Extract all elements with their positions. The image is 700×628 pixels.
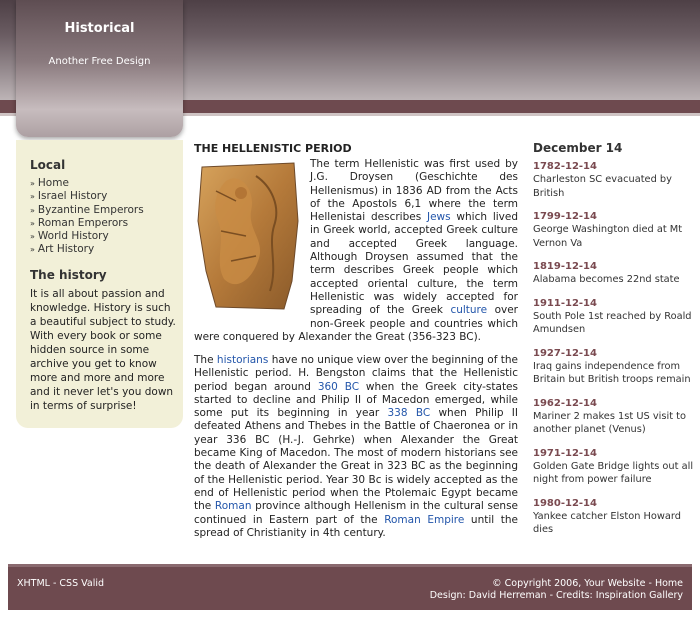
nav-item-roman-emperors[interactable] xyxy=(30,217,144,230)
nav-item-byzantine-emperors[interactable] xyxy=(30,204,144,217)
event-date: 1782-12-14 xyxy=(533,161,597,172)
nav-label: Art History xyxy=(37,243,95,256)
link-historians[interactable]: historians xyxy=(216,354,269,366)
event-date: 1971-12-14 xyxy=(533,447,597,459)
local-nav xyxy=(30,177,144,257)
local-heading: Local xyxy=(30,158,66,172)
nav-item-israel-history[interactable] xyxy=(30,190,144,203)
bullet-icon: » xyxy=(30,232,35,242)
text: province although Hellenism in the cultural sense continued in Eastern part of the xyxy=(194,500,518,526)
event-item xyxy=(533,160,700,200)
text: which lived in Greek world, accepted Greek culture and accepted Greek language. Although Droysen assumed that the term describes Greek people which accepted oriental culture, the term Hellenistic was widely accepted for spreading of the Greek xyxy=(310,211,518,317)
event-date: 1799-12-14 xyxy=(533,211,597,222)
article-title: THE HELLENISTIC PERIOD xyxy=(194,142,352,155)
event-item xyxy=(533,260,700,287)
date-heading: December 14 xyxy=(533,141,623,155)
link-culture[interactable]: culture xyxy=(450,304,488,317)
bullet-icon: » xyxy=(30,218,35,228)
text: over non-Greek people and countries which were conquered by Alexander the Great (356-323 BC). xyxy=(194,304,518,343)
site-subtitle: Another Free Design xyxy=(48,56,151,67)
event-item xyxy=(533,397,700,437)
left-sidebar xyxy=(16,140,183,428)
event-text: George Washington died at Mt Vernon Va xyxy=(533,224,683,249)
link-338-bc[interactable]: 338 BC xyxy=(387,407,431,420)
event-text: Mariner 2 makes 1st US visit to another planet (Venus) xyxy=(533,410,686,435)
event-date: 1927-12-14 xyxy=(533,347,597,359)
image-spacer xyxy=(194,158,310,330)
text: have no unique view over the beginning of the Hellenistic period. H. Bengston claims that the Hellenistic period began around xyxy=(194,354,518,393)
event-text: Alabama becomes 22nd state xyxy=(533,274,680,285)
footer-design-credits[interactable]: Design: David Herreman - Credits: Inspiration Gallery xyxy=(429,590,683,601)
nav-label: Home xyxy=(37,177,69,189)
event-text: Yankee catcher Elston Howard dies xyxy=(533,510,681,535)
event-item xyxy=(533,297,700,337)
brand-box xyxy=(16,0,183,137)
footer xyxy=(8,564,692,610)
event-text: Iraq gains independence from Britain but British troops remain xyxy=(533,360,691,385)
nav-label: Roman Emperors xyxy=(37,216,129,229)
footer-validation-links[interactable]: XHTML - CSS Valid xyxy=(17,578,105,589)
article-paragraph-1 xyxy=(194,158,518,344)
link-360-bc[interactable]: 360 BC xyxy=(317,380,360,393)
text: until the spread of Christianity in 4th century. xyxy=(194,513,518,539)
text: The xyxy=(194,354,217,366)
nav-label: Israel History xyxy=(37,190,108,203)
nav-item-home[interactable] xyxy=(30,177,144,190)
event-item xyxy=(533,447,700,487)
link-roman-empire[interactable]: Roman Empire xyxy=(384,513,465,526)
nav-item-world-history[interactable] xyxy=(30,230,144,243)
event-date: 1819-12-14 xyxy=(533,261,597,272)
text: when the Greek city-states started to decline and Philip II of Macedon emerged, while some put its beginning in year xyxy=(194,380,518,420)
event-date: 1962-12-14 xyxy=(533,397,597,409)
site-title[interactable]: Historical xyxy=(64,21,135,36)
link-jews[interactable]: Jews xyxy=(426,211,451,224)
event-date: 1980-12-14 xyxy=(533,497,597,509)
event-date: 1911-12-14 xyxy=(533,297,597,309)
events-list xyxy=(533,160,700,547)
footer-copyright[interactable]: © Copyright 2006, Your Website - Home xyxy=(492,578,683,589)
event-text: Golden Gate Bridge lights out all night from power failure xyxy=(533,460,694,485)
bullet-icon: » xyxy=(30,192,35,202)
footer-credits xyxy=(430,578,683,602)
article-paragraph-2 xyxy=(194,354,518,540)
bullet-icon: » xyxy=(30,205,35,215)
history-heading: The history xyxy=(30,268,107,282)
bullet-icon: » xyxy=(30,179,35,188)
link-roman[interactable]: Roman xyxy=(214,500,252,513)
bullet-icon: » xyxy=(30,245,35,255)
event-item xyxy=(533,497,700,537)
footer-top-line xyxy=(8,564,692,567)
text: when Philip II defeated Athens and Thebes in the Battle of Chaeronea or in year 336 BC (H.-J. Gehrke) when Alexander the Great became King of Macedon. The most of modern historians see the death of Alexander the Great in 323 BC as the beginning of the Hellenistic period. Year 30 Bc is widely accepted as the end of Hellenistic period when the Ptolemaic Egypt became the xyxy=(194,407,518,513)
event-text: South Pole 1st reached by Roald Amundsen xyxy=(533,310,692,335)
event-item xyxy=(533,347,700,387)
event-text: Charleston SC evacuated by British xyxy=(533,174,672,199)
nav-label: World History xyxy=(37,230,109,243)
nav-item-art-history[interactable] xyxy=(30,243,144,256)
event-item xyxy=(533,210,700,250)
history-text: It is all about passion and knowledge. History is such a beautiful subject to study. With every book or some hidden source in some archive you get to know more and more and more and it never let's you down in terms of surprise! xyxy=(30,288,176,412)
text: The term Hellenistic was first used by J.G. Droysen (Geschichte des Hellenismus) in 1836 AD from the Acts of the Apostols 6,1 where the term Hellenistai describes xyxy=(310,158,518,224)
nav-label: Byzantine Emperors xyxy=(37,203,144,216)
